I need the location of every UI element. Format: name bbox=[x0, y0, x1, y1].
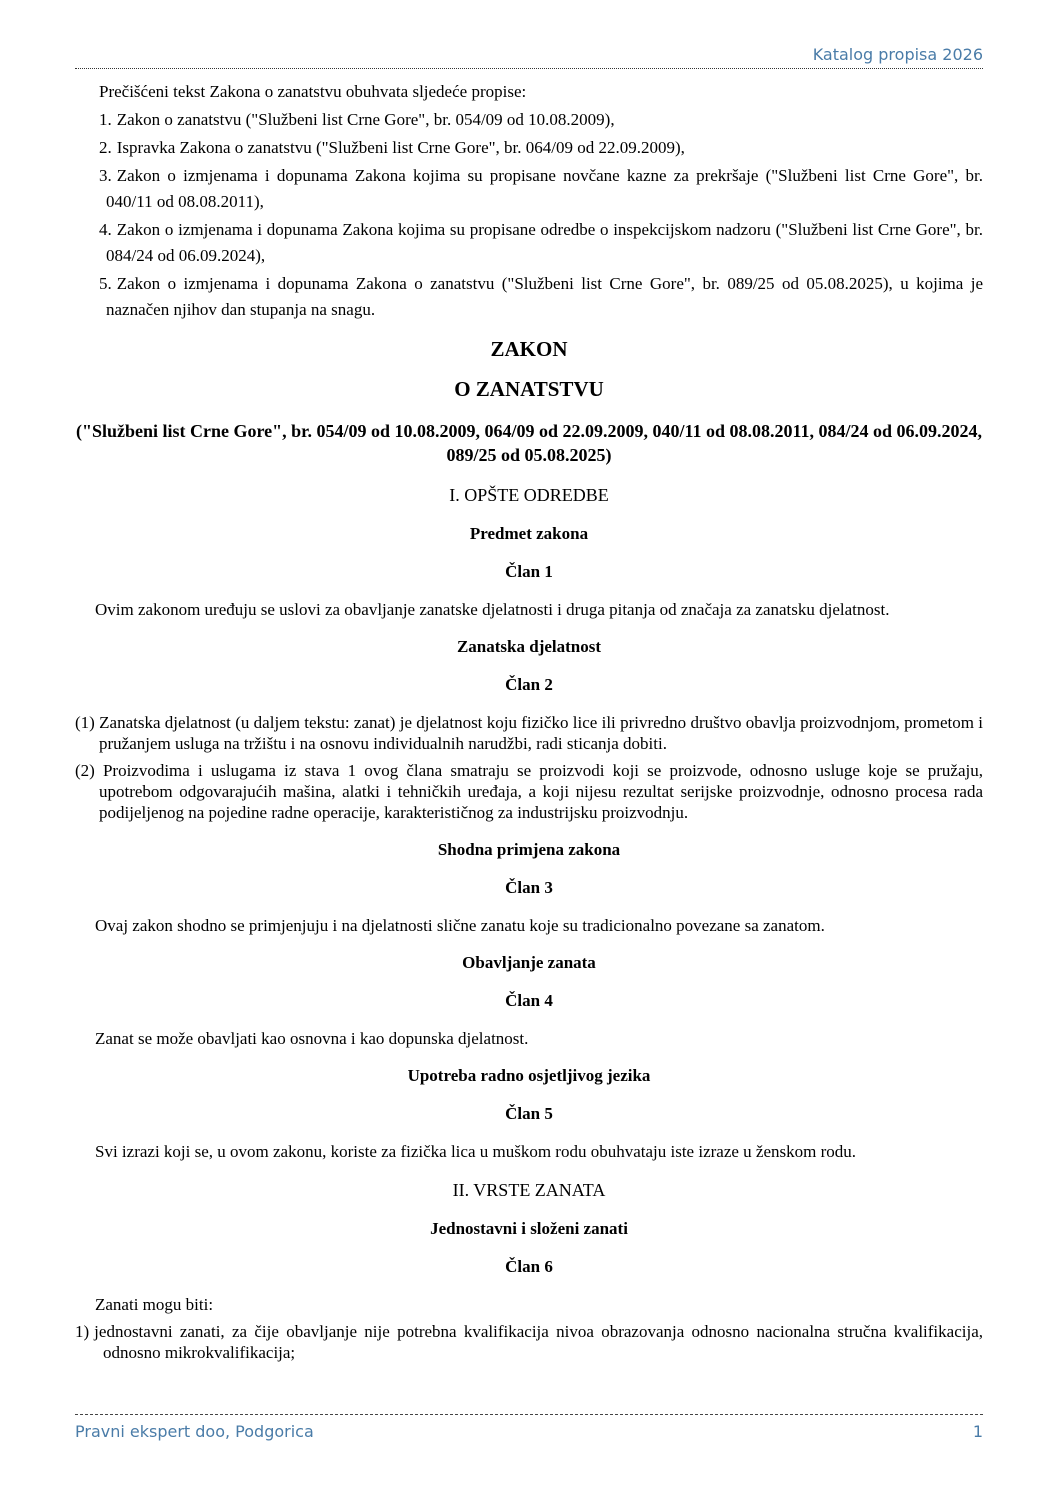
heading-upotreba-jezika: Upotreba radno osjetljivog jezika bbox=[407, 1066, 651, 1085]
article-5-label: Član 5 bbox=[505, 1104, 553, 1123]
article-6-item-1-text: jednostavni zanati, za čije obavljanje nije potrebna kvalifikacija nivoa obrazovanja odnosno nacionalna stručna kvalifikacija, odnosno mikrokvalifikacija; bbox=[94, 1322, 983, 1362]
document-body bbox=[75, 79, 983, 1363]
heading-shodna-primjena: Shodna primjena zakona bbox=[437, 840, 621, 859]
heading-predmet-zakona: Predmet zakona bbox=[469, 524, 589, 543]
heading-obavljanje-zanata: Obavljanje zanata bbox=[462, 953, 596, 972]
page-footer bbox=[75, 1414, 983, 1441]
article-6-label: Član 6 bbox=[505, 1257, 553, 1276]
article-5-text: Svi izrazi koji se, u ovom zakonu, koriste za fizička lica u muškom rodu obuhvataju iste izraze u ženskom rodu. bbox=[95, 1142, 857, 1161]
article-3-text: Ovaj zakon shodno se primjenjuju i na djelatnosti slične zanatu koje su tradicionalno povezane sa zanatom. bbox=[95, 916, 825, 935]
propis-item-4-number: 4. bbox=[99, 220, 112, 239]
chapter-1-heading: I. OPŠTE ODREDBE bbox=[449, 485, 609, 505]
propis-item-3 bbox=[99, 163, 983, 215]
propis-item-1-number: 1. bbox=[99, 110, 112, 129]
article-2-label: Član 2 bbox=[505, 675, 553, 694]
article-2-paragraph-2: (2) Proizvodima i uslugama iz stava 1 ovog člana smatraju se proizvodi koji se proizvode, odnosno usluge koje se pružaju, upotrebom odgovarajućih mašina, alatki i tehničkih uređaja, a koji nijesu rezultat serijske proizvodnje, odnosno procesa rada podijeljenog na pojedine radne operacije, karakterističnog za industrijsku proizvodnju. bbox=[75, 761, 983, 822]
article-6-text: Zanati mogu biti: bbox=[95, 1295, 214, 1314]
propis-item-5 bbox=[99, 271, 983, 323]
propis-item-5-text: Zakon o izmjenama i dopunama Zakona o zanatstvu ("Službeni list Crne Gore", br. 089/25 od 05.08.2025), u kojima je naznačen njihov dan stupanja na snagu. bbox=[106, 274, 983, 319]
heading-jednostavni-slozeni: Jednostavni i složeni zanati bbox=[430, 1219, 628, 1238]
propis-item-2-number: 2. bbox=[99, 138, 112, 157]
article-6-item-1-number: 1) bbox=[75, 1322, 90, 1341]
catalog-title: Katalog propisa 2026 bbox=[812, 45, 983, 64]
article-4-text: Zanat se može obavljati kao osnovna i kao dopunska djelatnost. bbox=[95, 1029, 529, 1048]
law-subtitle: O ZANATSTVU bbox=[454, 377, 604, 401]
propis-item-3-text: Zakon o izmjenama i dopunama Zakona kojima su propisane novčane kazne za prekršaje ("Službeni list Crne Gore", br. 040/11 od 08.08.2011), bbox=[106, 166, 983, 211]
propis-item-2-text: Ispravka Zakona o zanatstvu ("Službeni list Crne Gore", br. 064/09 od 22.09.2009), bbox=[116, 138, 685, 157]
article-3-label: Član 3 bbox=[505, 878, 553, 897]
intro-paragraph: Prečišćeni tekst Zakona o zanatstvu obuhvata sljedeće propise: bbox=[99, 82, 527, 101]
chapter-2-heading: II. VRSTE ZANATA bbox=[452, 1180, 606, 1200]
propis-item-4 bbox=[99, 217, 983, 269]
article-6-item-1 bbox=[75, 1321, 983, 1363]
footer-page-number: 1 bbox=[972, 1422, 983, 1441]
page-header bbox=[75, 0, 983, 69]
law-title: ZAKON bbox=[490, 337, 568, 361]
propis-item-3-number: 3. bbox=[99, 166, 112, 185]
article-1-label: Član 1 bbox=[505, 562, 553, 581]
article-2-paragraph-1: (1) Zanatska djelatnost (u daljem tekstu: zanat) je djelatnost koju fizičko lice ili privredno društvo obavlja proizvodnjom, prometom i pružanjem usluga na tržištu i na osnovu individualnih narudžbi, radi sticanja dobiti. bbox=[75, 713, 983, 753]
propis-item-1 bbox=[99, 107, 983, 133]
article-4-label: Član 4 bbox=[505, 991, 553, 1010]
gazette-reference: ("Službeni list Crne Gore", br. 054/09 od 10.08.2009, 064/09 od 22.09.2009, 040/11 od 08.08.2011, 084/24 od 06.09.2024, 089/25 od 05.08.2025) bbox=[75, 421, 983, 465]
article-1-text: Ovim zakonom uređuju se uslovi za obavljanje zanatske djelatnosti i druga pitanja od značaja za zanatsku djelatnost. bbox=[95, 600, 890, 619]
propis-item-4-text: Zakon o izmjenama i dopunama Zakona kojima su propisane odredbe o inspekcijskom nadzoru ("Službeni list Crne Gore", br. 084/24 od 06.09.2024), bbox=[106, 220, 983, 265]
footer-publisher: Pravni ekspert doo, Podgorica bbox=[75, 1422, 314, 1441]
heading-zanatska-djelatnost: Zanatska djelatnost bbox=[456, 637, 602, 656]
propis-item-1-text: Zakon o zanatstvu ("Službeni list Crne Gore", br. 054/09 od 10.08.2009), bbox=[116, 110, 615, 129]
propis-item-2 bbox=[99, 135, 983, 161]
propis-item-5-number: 5. bbox=[99, 274, 112, 293]
